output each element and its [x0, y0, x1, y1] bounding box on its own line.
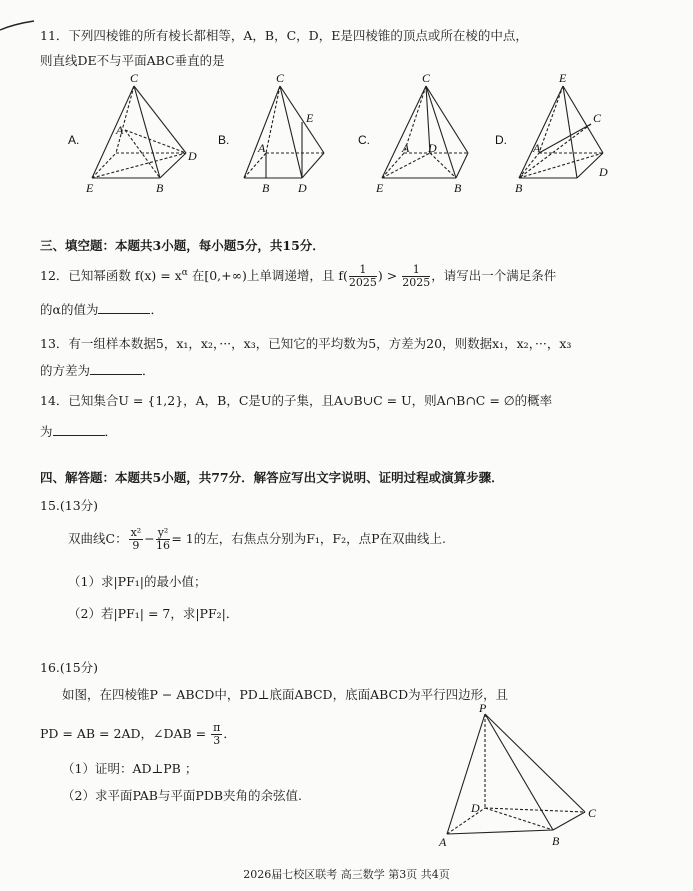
- q12-fraction-right: [402, 264, 430, 289]
- q11-option-a-figure: [68, 71, 218, 202]
- q13-answer-blank[interactable]: [90, 362, 142, 375]
- q15-part1: （1）求|PF₁|的最小值；: [68, 574, 207, 589]
- q11-option-c-figure: [358, 71, 488, 202]
- q11c-label-a: A: [402, 141, 410, 155]
- q16-part2: （2）求平面PAB与平面PDB夹角的余弦值.: [62, 788, 303, 803]
- q11d-label-a: A: [533, 141, 541, 155]
- q14-line2-end: ．: [104, 424, 118, 439]
- q11c-label-c: C: [422, 71, 431, 85]
- q16-frac-pi-num: π: [213, 721, 221, 734]
- page-footer: 2026届七校区联考 高三数学 第3页 共4页: [243, 868, 450, 881]
- q16-frac-pi: [211, 722, 222, 747]
- q12-text-d: ，请写出一个满足条件: [431, 268, 557, 284]
- q15-frac-y-den: 16: [156, 539, 170, 552]
- q14-line1: 14．已知集合U = {1,2}，A，B，C是U的子集，且A∪B∪C = U，则A∩B∩C = ∅的概率: [40, 393, 553, 408]
- q11a-label-a: A: [116, 123, 124, 137]
- q13-line2-text: 的方差为: [40, 363, 91, 378]
- q16-label-p: P: [479, 701, 487, 715]
- q14-answer-blank[interactable]: [53, 423, 105, 436]
- q16-line2: [40, 722, 236, 747]
- q12-frac-right-num: 1: [402, 264, 430, 277]
- q12-text-c: ) >: [377, 268, 402, 284]
- q11b-label-a: A: [258, 141, 266, 155]
- q15-intro: [68, 527, 446, 552]
- q12-frac-right-den: 2025: [402, 276, 431, 290]
- q11c-label-b: B: [454, 181, 462, 195]
- q12-answer-blank[interactable]: [98, 301, 150, 314]
- q12-text-a: 12．已知幂函数 f(x) = x: [40, 268, 182, 284]
- q16-heading: 16.(15分): [40, 660, 99, 675]
- q14-line2: [40, 423, 117, 441]
- q12-line2-text: 的α的值为: [40, 302, 99, 317]
- q16-label-b: B: [552, 834, 560, 848]
- q11-line1: 11．下列四棱锥的所有棱长都相等，A，B，C，D，E是四棱锥的顶点或所在棱的中点，: [40, 28, 528, 43]
- q13-line2-end: ．: [142, 363, 155, 378]
- q16-line1: 如图，在四棱锥P − ABCD中，PD⊥底面ABCD，底面ABCD为平行四边形，且: [62, 687, 509, 702]
- q12-frac-left-num: 1: [349, 264, 377, 277]
- q15-frac-x-num: x²: [130, 526, 142, 539]
- q11d-label-b: B: [515, 181, 523, 195]
- section3-heading: 三、填空题：本题共3小题，每小题5分，共15分．: [40, 238, 325, 253]
- q16-frac-pi-den: 3: [213, 734, 221, 747]
- q16-pyramid-figure: [435, 700, 605, 854]
- q11a-label-b: B: [156, 181, 164, 195]
- q13-line1: 13．有一组样本数据5，x₁，x₂，···，x₃，已知它的平均数为5，方差为20，则数据x₁，x₂，···，x₃: [40, 336, 572, 351]
- q12-line2-end: ．: [150, 302, 163, 317]
- q15-intro-b: = 1的左，右焦点分别为F₁，F₂，点P在双曲线上.: [171, 531, 446, 546]
- q15-frac-x: [129, 527, 144, 552]
- q15-minus: −: [144, 531, 155, 546]
- q11d-label-d: D: [599, 165, 608, 179]
- q11c-label-d: D: [428, 141, 437, 155]
- q16-label-a: A: [439, 835, 447, 849]
- q14-line2-text: 为: [40, 424, 53, 439]
- q11-option-b-figure: [218, 71, 348, 202]
- q11b-label-c: C: [276, 71, 285, 85]
- q16-line2-a: PD = AB = 2AD，∠DAB =: [40, 726, 211, 741]
- q11d-label-c: C: [593, 111, 602, 125]
- q11-option-c-letter: C.: [358, 133, 370, 147]
- q12-line2: [40, 301, 163, 319]
- q11d-label-e: E: [559, 71, 567, 85]
- q13-line2: [40, 362, 155, 380]
- q12-frac-left-den: 2025: [348, 276, 377, 290]
- q15-frac-y: [156, 527, 171, 552]
- q11-option-b-letter: B.: [218, 133, 230, 147]
- q11-option-a-letter: A.: [68, 133, 80, 147]
- q11-line2: 则直线DE不与平面ABC垂直的是: [40, 53, 225, 68]
- q16-label-d: D: [471, 801, 480, 815]
- q12-line1: [40, 264, 556, 289]
- q11b-label-e: E: [306, 111, 314, 125]
- q11a-label-e: E: [86, 181, 94, 195]
- q15-part2: （2）若|PF₁| = 7，求|PF₂|．: [68, 606, 239, 621]
- q15-frac-x-den: 9: [132, 539, 140, 552]
- q11b-label-b: B: [262, 181, 270, 195]
- q15-intro-a: 双曲线C：: [68, 531, 128, 546]
- section4-heading: 四、解答题：本题共5小题，共77分．解答应写出文字说明、证明过程或演算步骤．: [40, 470, 504, 485]
- q16-line2-b: ．: [223, 726, 236, 741]
- q11a-label-d: D: [188, 149, 197, 163]
- q12-fraction-left: [349, 264, 377, 289]
- q11b-label-d: D: [298, 181, 307, 195]
- q11c-label-e: E: [376, 181, 384, 195]
- q11-option-d-figure: [495, 71, 625, 202]
- q16-part1: （1）证明：AD⊥PB ；: [62, 761, 198, 776]
- q16-label-c: C: [588, 806, 597, 820]
- q11-option-d-letter: D.: [495, 133, 507, 147]
- pen-stroke-mark: [0, 18, 40, 38]
- q15-frac-y-num: y²: [157, 526, 169, 539]
- q12-exponent: α: [181, 268, 188, 278]
- q11a-label-c: C: [130, 71, 139, 85]
- q15-heading: 15.(13分): [40, 498, 99, 513]
- q12-text-b: 在[0,+∞)上单调递增，且 f(: [187, 268, 348, 284]
